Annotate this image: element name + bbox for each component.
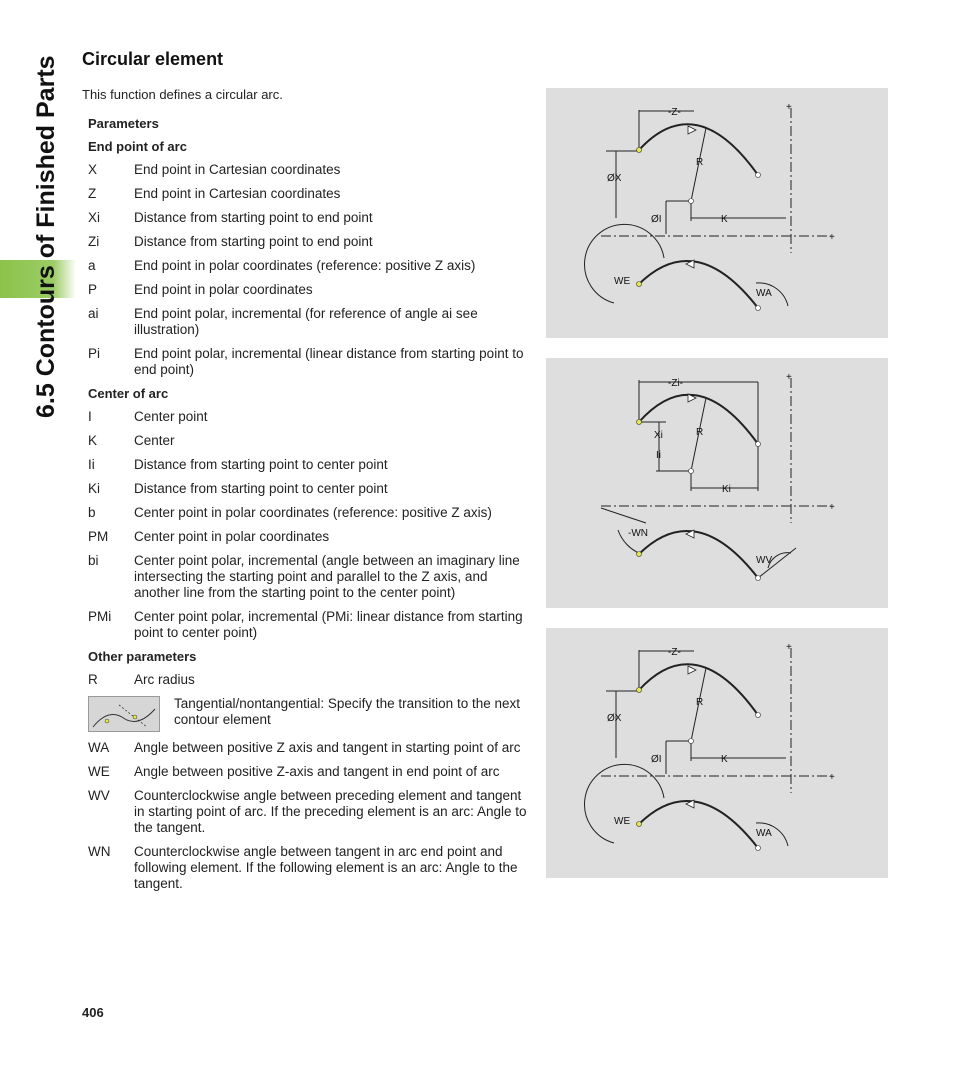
fig1-wa-label: WA [756,288,772,299]
fig3-plus-top: + [786,642,792,653]
endpoint-param-row [88,162,528,178]
fig2-ki-label: Ki [722,484,731,495]
fig3-k-label: K [721,754,728,765]
angle-param-symbol: WE [88,764,110,779]
figure-arc-absolute [546,88,888,338]
endpoint-param-description: Distance from starting point to end point [134,234,373,249]
figure-arc-tangential [546,628,888,878]
center-param-symbol: PM [88,529,109,544]
endpoint-param-symbol: a [88,258,96,273]
endpoint-param-description: End point polar, incremental (linear distance from starting point to end point) [134,346,524,377]
angle-param-description: Counterclockwise angle between preceding element and tangent in starting point of arc. If the preceding element is an arc: Angle to the tangent. [134,788,527,835]
fig3-r-label: R [696,697,704,708]
angle-param-row [88,740,528,756]
fig1-x-label: ØX [607,173,622,184]
angle-param-row [88,788,528,836]
endpoint-heading: End point of arc [88,139,187,154]
fig2-plus-right: + [829,502,835,513]
center-param-description: Distance from starting point to center point [134,457,388,472]
endpoint-param-row [88,282,528,298]
center-param-row [88,457,528,473]
fig1-r-label: R [696,157,704,168]
angle-param-symbol: WA [88,740,110,755]
center-param-symbol: I [88,409,92,424]
fig1-plus-right: + [829,232,835,243]
angle-param-description: Angle between positive Z axis and tangent in starting point of arc [134,740,521,755]
fig3-x-label: ØX [607,713,622,724]
other-param-symbol: R [88,672,98,687]
center-param-row [88,529,528,545]
fig3-we-label: WE [614,816,631,827]
other-param-list [88,672,528,688]
fig1-z-label: -Z- [668,107,681,118]
center-param-row [88,609,528,641]
center-param-description: Distance from starting point to center point [134,481,388,496]
page-number: 406 [82,1005,104,1020]
center-param-row [88,433,528,449]
center-param-symbol: K [88,433,98,448]
tangential-thumbnail-icon [88,696,160,732]
angle-param-description: Angle between positive Z-axis and tangent in end point of arc [134,764,500,779]
fig1-i-label: ØI [651,214,662,225]
parameter-list [88,116,528,900]
fig2-wv-label: WV [756,555,773,566]
angle-param-symbol: WN [88,844,111,859]
tangential-description: Tangential/nontangential: Specify the transition to the next contour element [174,696,520,727]
fig2-zi-label: -Zi- [668,378,683,389]
center-param-row [88,409,528,425]
fig3-z-label: -Z- [668,647,681,658]
endpoint-param-symbol: Pi [88,346,101,361]
angle-param-symbol: WV [88,788,110,803]
fig1-k-label: K [721,214,728,225]
endpoint-param-symbol: Z [88,186,97,201]
center-param-row [88,553,528,601]
fig2-r-label: R [696,427,704,438]
center-param-row [88,481,528,497]
chapter-side-title: 6.5 Contours of Finished Parts [32,55,60,418]
endpoint-param-symbol: P [88,282,98,297]
tangential-row [88,696,528,732]
endpoint-param-description: End point in Cartesian coordinates [134,186,341,201]
endpoint-param-description: End point polar, incremental (for reference of angle ai see illustration) [134,306,478,337]
center-param-symbol: PMi [88,609,112,624]
endpoint-param-row [88,258,528,274]
fig2-plus-top: + [786,372,792,383]
endpoint-param-row [88,346,528,378]
center-heading: Center of arc [88,386,169,401]
angle-param-description: Counterclockwise angle between tangent in arc end point and following element. If the following element is an arc: Angle to the tangent. [134,844,518,891]
endpoint-param-description: End point in polar coordinates (reference: positive Z axis) [134,258,476,273]
fig1-we-label: WE [614,276,631,287]
other-param-row [88,672,528,688]
intro-text: This function defines a circular arc. [82,87,283,102]
fig2-wn-label: -WN [628,528,648,539]
endpoint-param-row [88,210,528,226]
angle-param-list [88,740,528,892]
figure-arc-incremental [546,358,888,608]
center-param-description: Center point [134,409,208,424]
center-param-symbol: Ki [88,481,101,496]
endpoint-param-symbol: ai [88,306,99,321]
fig3-i-label: ØI [651,754,662,765]
page-heading: Circular element [82,49,224,69]
center-param-description: Center [134,433,175,448]
endpoint-param-symbol: Xi [88,210,101,225]
center-param-description: Center point in polar coordinates [134,529,330,544]
center-param-row [88,505,528,521]
endpoint-param-row [88,234,528,250]
center-param-description: Center point in polar coordinates (reference: positive Z axis) [134,505,492,520]
angle-param-row [88,764,528,780]
fig2-ii-label: Ii [656,450,661,461]
endpoint-param-description: End point in Cartesian coordinates [134,162,341,177]
fig1-plus-top: + [786,102,792,113]
endpoint-param-description: Distance from starting point to end point [134,210,373,225]
fig2-xi-label: Xi [654,430,663,441]
other-heading: Other parameters [88,649,197,664]
fig3-plus-right: + [829,772,835,783]
center-param-list [88,409,528,641]
endpoint-param-row [88,186,528,202]
center-param-symbol: bi [88,553,99,568]
endpoint-param-list [88,162,528,378]
parameters-heading: Parameters [88,116,159,131]
other-param-description: Arc radius [134,672,195,687]
center-param-symbol: Ii [88,457,95,472]
center-param-symbol: b [88,505,96,520]
endpoint-param-description: End point in polar coordinates [134,282,313,297]
angle-param-row [88,844,528,892]
fig3-wa-label: WA [756,828,772,839]
center-param-description: Center point polar, incremental (angle between an imaginary line intersecting the starting point and parallel to the Z axis, and another line from the starting point to the center point) [134,553,520,600]
endpoint-param-symbol: X [88,162,98,177]
endpoint-param-row [88,306,528,338]
endpoint-param-symbol: Zi [88,234,100,249]
center-param-description: Center point polar, incremental (PMi: linear distance from starting point to center point) [134,609,523,640]
